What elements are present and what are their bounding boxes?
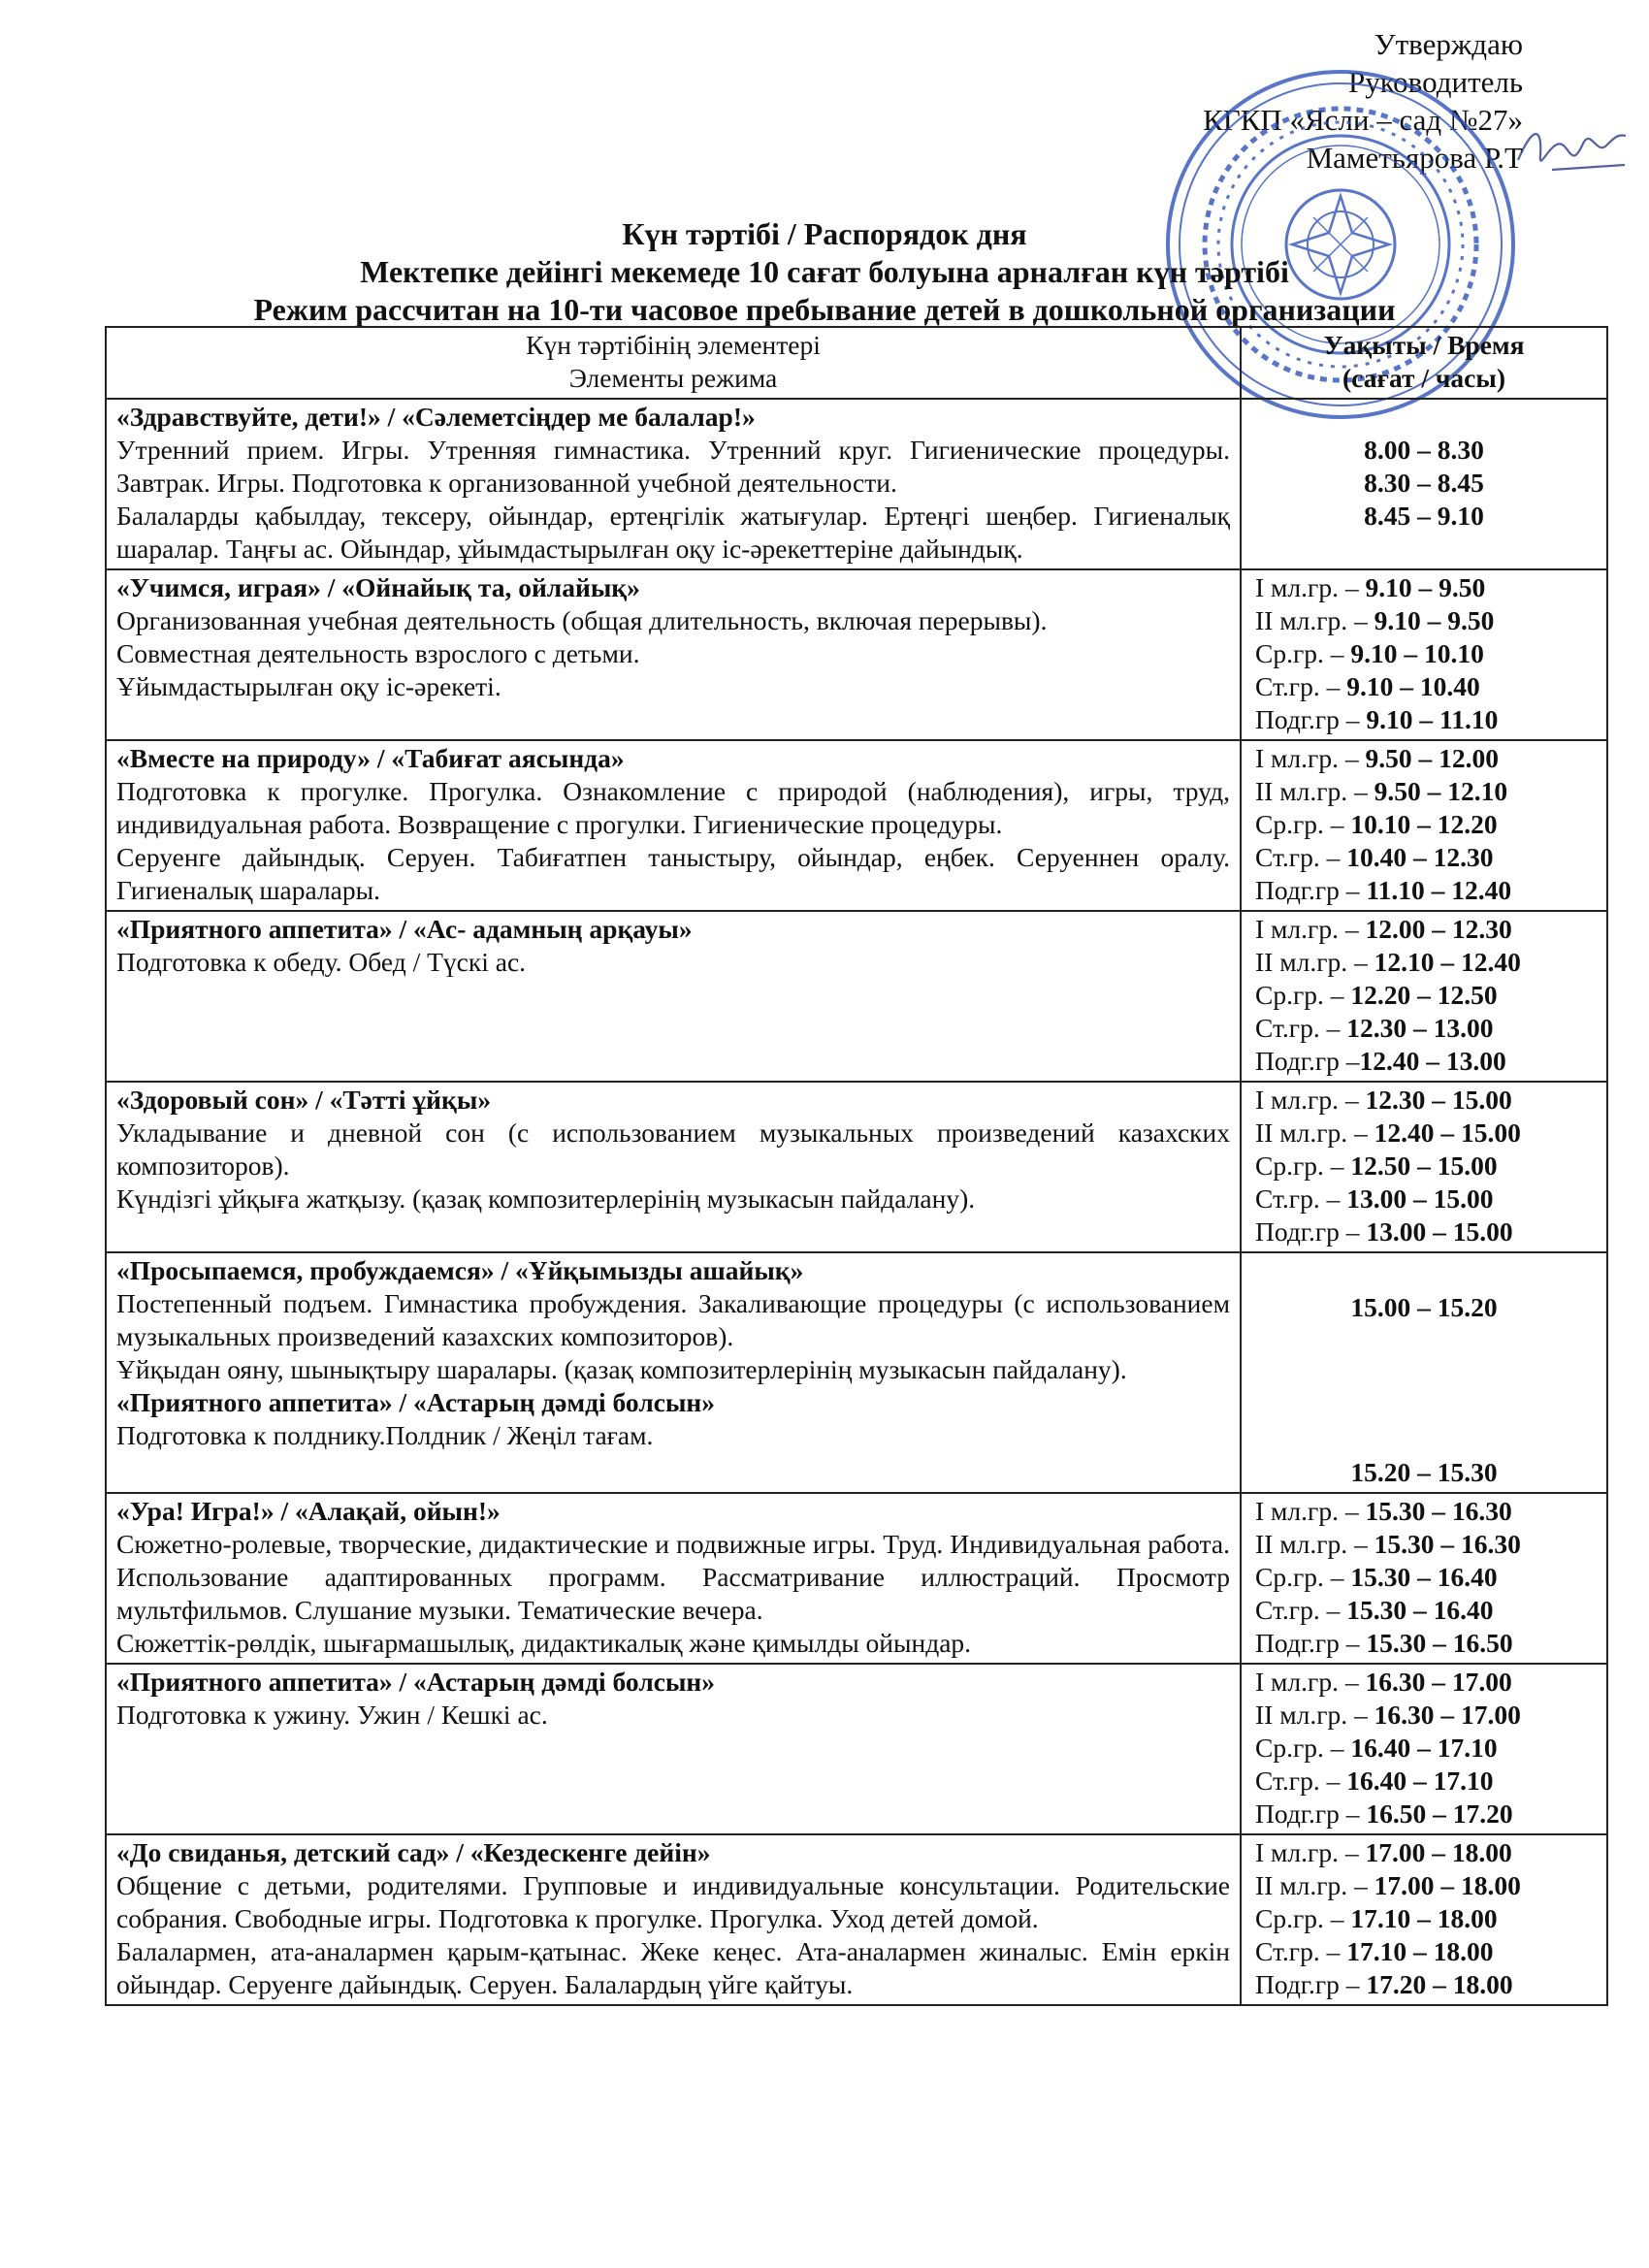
row-title: «До свиданья, детский сад» / «Кездескенге дейін» (116, 1837, 711, 1867)
row-title: «Здравствуйте, дети!» / «Сәлеметсіңдер ме балалар!» (116, 402, 756, 432)
group-time: Подг.гр – 17.20 – 18.00 (1255, 1969, 1513, 1999)
group-time: Подг.гр – 16.50 – 17.20 (1255, 1798, 1513, 1829)
group-time: Подг.гр –12.40 – 13.00 (1255, 1046, 1506, 1076)
group-time: Ст.гр. – 9.10 – 10.40 (1255, 671, 1480, 701)
table-row (106, 1252, 1607, 1493)
group-time: II мл.гр. – 9.50 – 12.10 (1255, 776, 1508, 806)
group-time: Ср.гр. – 12.50 – 15.00 (1255, 1150, 1498, 1181)
group-time: I мл.гр. – 9.10 – 9.50 (1255, 572, 1486, 602)
row-times (1241, 911, 1607, 1082)
row-elements (106, 1664, 1241, 1834)
table-row (106, 1664, 1607, 1834)
row-title: «Просыпаемся, пробуждаемся» / «Ұйқымызды ашайық» (116, 1255, 804, 1285)
time-value: 8.30 – 8.45 (1364, 468, 1484, 498)
row-elements (106, 1252, 1241, 1493)
row-paragraph: Күндізгі ұйқыға жатқызу. (қазақ композитерлерінің музыкасын пайдалану). (116, 1183, 976, 1214)
row-elements (106, 740, 1241, 911)
table-header-row (106, 327, 1607, 399)
group-time: Ср.гр. – 10.10 – 12.20 (1255, 809, 1498, 839)
group-time: I мл.гр. – 15.30 – 16.30 (1255, 1496, 1512, 1526)
row-paragraph: Укладывание и дневной сон (с использованием музыкальных произведений казахских композиторов). (116, 1118, 1230, 1181)
row-times (1241, 1252, 1607, 1493)
row-paragraph: Балалармен, ата-аналармен қарым-қатынас. Жеке кеңес. Ата-аналармен жиналыс. Емін еркін ойындар. Серуенге дайындық. Серуен. Балалардың үйге қайтуы. (116, 1936, 1230, 1999)
table-row (106, 399, 1607, 569)
group-time: Ст.гр. – 17.10 – 18.00 (1255, 1936, 1494, 1966)
row-paragraph: Ұйымдастырылған оқу іс-әрекеті. (116, 671, 501, 701)
group-time: Ст.гр. – 10.40 – 12.30 (1255, 842, 1494, 872)
row-times (1241, 399, 1607, 569)
group-time: Ст.гр. – 12.30 – 13.00 (1255, 1013, 1494, 1043)
group-time: Подг.гр – 15.30 – 16.50 (1255, 1628, 1513, 1658)
row-elements (106, 569, 1241, 740)
group-time: Подг.гр – 9.10 – 11.10 (1255, 704, 1499, 734)
group-time: II мл.гр. – 16.30 – 17.00 (1255, 1700, 1521, 1730)
document-titles (0, 215, 1649, 329)
row-paragraph: Организованная учебная деятельность (общая длительность, включая перерывы). (116, 605, 1048, 635)
group-time: Ср.гр. – 12.20 – 12.50 (1255, 980, 1498, 1010)
row-paragraph: Подготовка к обеду. Обед / Түскі ас. (116, 947, 527, 977)
row-times (1241, 1493, 1607, 1664)
time-value: 15.20 – 15.30 (1350, 1457, 1498, 1487)
row-elements (106, 911, 1241, 1082)
group-time: II мл.гр. – 12.10 – 12.40 (1255, 947, 1521, 977)
time-value: 8.45 – 9.10 (1364, 501, 1484, 531)
approval-line-organization: КГКП «Ясли – сад №27» (1203, 103, 1523, 137)
row-paragraph: Общение с детьми, родителями. Групповые и индивидуальные консультации. Родительские собрания. Свободные игры. Подготовка к прогулке. Прогулка. Уход детей домой. (116, 1870, 1230, 1933)
row-paragraph: Балаларды қабылдау, тексеру, ойындар, ертеңгілік жатығулар. Ертеңгі шеңбер. Гигиеналық шаралар. Таңғы ас. Ойындар, ұйымдастырылған оқу іс-әрекеттеріне дайындық. (116, 501, 1230, 564)
row-paragraph: Сюжетно-ролевые, творческие, дидактические и подвижные игры. Труд. Индивидуальная работа. Использование адаптированных программ. Рассматривание иллюстраций. Просмотр мультфильмов. Слушание музыки. Тематические вечера. (116, 1529, 1230, 1625)
table-row (106, 740, 1607, 911)
row-elements (106, 1493, 1241, 1664)
row-times (1241, 569, 1607, 740)
group-time: Ст.гр. – 13.00 – 15.00 (1255, 1183, 1494, 1214)
time-value: 15.00 – 15.20 (1350, 1292, 1498, 1322)
row-paragraph: Утренний прием. Игры. Утренняя гимнастика. Утренний круг. Гигиенические процедуры. Завтрак. Игры. Подготовка к организованной учебной деятельности. (116, 435, 1230, 498)
table-row (106, 569, 1607, 740)
group-time: II мл.гр. – 15.30 – 16.30 (1255, 1529, 1521, 1559)
group-time: I мл.гр. – 12.30 – 15.00 (1255, 1085, 1512, 1115)
schedule-table (105, 326, 1608, 2006)
header-elements: Күн тәртібінің элементері Элементы режима (106, 327, 1241, 399)
row-paragraph: Совместная деятельность взрослого с детьми. (116, 638, 640, 668)
group-time: II мл.гр. – 17.00 – 18.00 (1255, 1870, 1521, 1900)
header-time: Уақыты / Время (сағат / часы) (1241, 327, 1607, 399)
table-row (106, 1493, 1607, 1664)
group-time: Ср.гр. – 16.40 – 17.10 (1255, 1733, 1498, 1763)
row-times (1241, 1834, 1607, 2005)
row-title: «Приятного аппетита» / «Ас- адамның арқауы» (116, 914, 693, 944)
row-elements (106, 399, 1241, 569)
group-time: Подг.гр – 13.00 – 15.00 (1255, 1216, 1513, 1247)
row-paragraph: Подготовка к полднику.Полдник / Жеңіл тағам. (116, 1420, 654, 1450)
group-time: I мл.гр. – 9.50 – 12.00 (1255, 743, 1499, 773)
row-paragraph: Подготовка к прогулке. Прогулка. Ознакомление с природой (наблюдения), игры, труд, индивидуальная работа. Возвращение с прогулки. Гигиенические процедуры. (116, 776, 1230, 839)
table-row (106, 911, 1607, 1082)
group-time: I мл.гр. – 16.30 – 17.00 (1255, 1667, 1512, 1697)
row-times (1241, 740, 1607, 911)
approval-line-position: Руководитель (1347, 65, 1523, 99)
approval-line-approve: Утверждаю (1374, 27, 1523, 61)
row-elements (106, 1082, 1241, 1252)
row-paragraph: Подготовка к ужину. Ужин / Кешкі ас. (116, 1700, 548, 1730)
title-line-1: Күн тәртібі / Распорядок дня (622, 216, 1027, 251)
row-title: «Приятного аппетита» / «Астарың дәмді болсын» (116, 1667, 716, 1697)
time-value: 8.00 – 8.30 (1364, 435, 1484, 465)
row-times (1241, 1082, 1607, 1252)
group-time: I мл.гр. – 12.00 – 12.30 (1255, 914, 1512, 944)
group-time: Ст.гр. – 16.40 – 17.10 (1255, 1766, 1494, 1796)
table-row (106, 1834, 1607, 2005)
row-title: «Вместе на природу» / «Табиғат аясында» (116, 743, 625, 773)
row-subtitle: «Приятного аппетита» / «Астарың дәмді болсын» (116, 1387, 716, 1417)
group-time: Ср.гр. – 17.10 – 18.00 (1255, 1903, 1498, 1933)
row-title: «Здоровый сон» / «Тәтті ұйқы» (116, 1085, 492, 1115)
row-times (1241, 1664, 1607, 1834)
group-time: Ср.гр. – 15.30 – 16.40 (1255, 1562, 1498, 1592)
row-paragraph: Серуенге дайындық. Серуен. Табиғатпен таныстыру, ойындар, еңбек. Серуеннен оралу. Гигиеналық шаралары. (116, 842, 1230, 905)
table-row (106, 1082, 1607, 1252)
row-elements (106, 1834, 1241, 2005)
group-time: Подг.гр – 11.10 – 12.40 (1255, 875, 1512, 905)
group-time: Ср.гр. – 9.10 – 10.10 (1255, 638, 1484, 668)
group-time: I мл.гр. – 17.00 – 18.00 (1255, 1837, 1512, 1867)
title-line-3: Режим рассчитан на 10-ти часовое пребывание детей в дошкольной организации (253, 292, 1396, 327)
group-time: II мл.гр. – 12.40 – 15.00 (1255, 1118, 1521, 1148)
row-paragraph: Сюжеттік-рөлдік, шығармашылық, дидактикалық және қимылды ойындар. (116, 1628, 972, 1658)
signature-icon (1513, 116, 1630, 184)
group-time: II мл.гр. – 9.10 – 9.50 (1255, 605, 1495, 635)
row-title: «Учимся, играя» / «Ойнайық та, ойлайық» (116, 572, 640, 602)
row-title: «Ура! Игра!» / «Алақай, ойын!» (116, 1496, 501, 1526)
group-time: Ст.гр. – 15.30 – 16.40 (1255, 1595, 1494, 1625)
row-paragraph: Постепенный подъем. Гимнастика пробуждения. Закаливающие процедуры (с использованием музыкальных произведений казахских композиторов). (116, 1288, 1230, 1351)
title-line-2: Мектепке дейінгі мекемеде 10 сағат болуына арналған күн тәртібі (360, 254, 1289, 289)
row-paragraph: Ұйқыдан ояну, шынықтыру шаралары. (қазақ композитерлерінің музыкасын пайдалану). (116, 1354, 1127, 1384)
approval-line-name: Маметьярова Р.Т (1306, 141, 1523, 175)
